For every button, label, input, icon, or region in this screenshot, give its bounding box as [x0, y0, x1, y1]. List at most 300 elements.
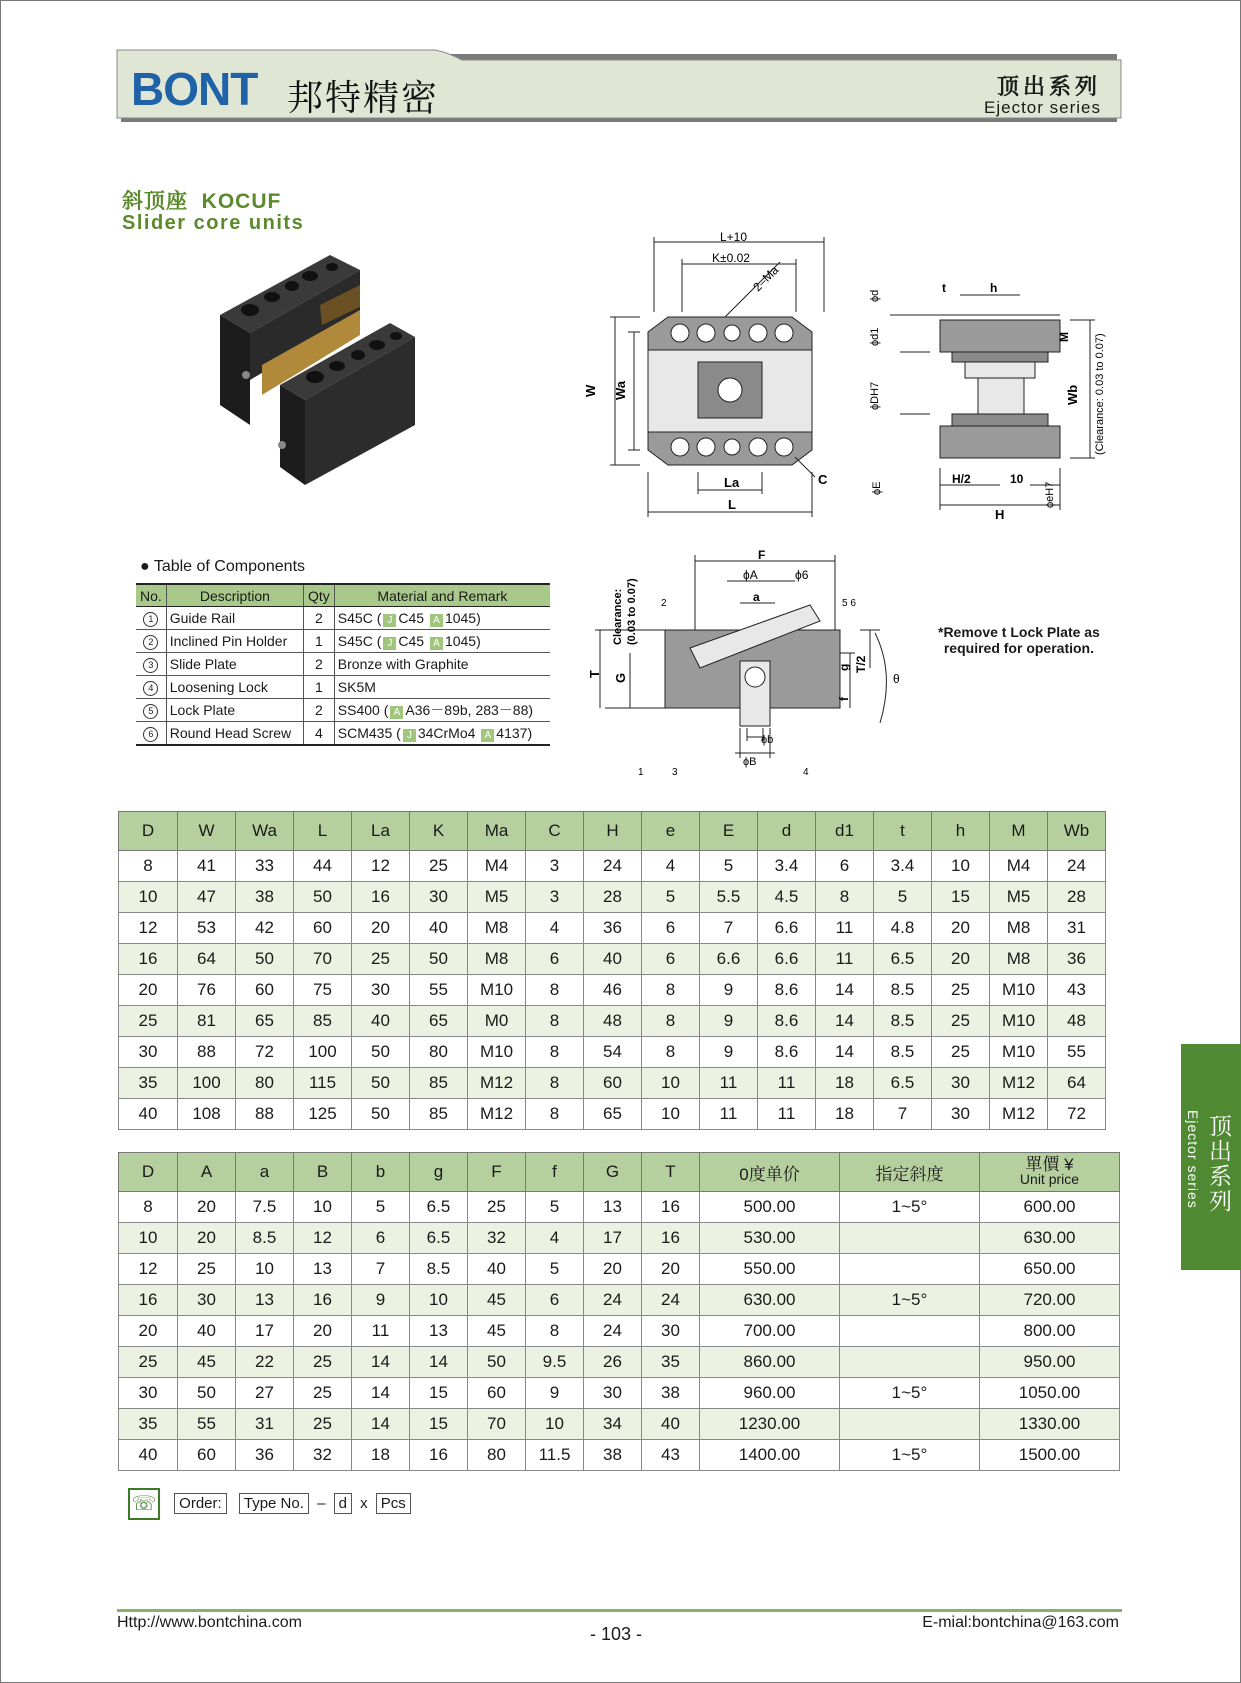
- t1-cell: M12: [990, 1068, 1048, 1099]
- t1-cell: 30: [410, 882, 468, 913]
- t1-header-d1: d1: [816, 812, 874, 851]
- series-title-cn: 顶出系列: [996, 74, 1101, 99]
- table1-row: [119, 1037, 1106, 1068]
- t1-cell: M4: [468, 851, 526, 882]
- comp-qty: 4: [304, 722, 335, 746]
- t2-cell: 500.00: [700, 1192, 840, 1223]
- t2-cell: 16: [294, 1285, 352, 1316]
- comp-material: SS400: [337, 702, 380, 718]
- t1-cell: 6.5: [874, 944, 932, 975]
- component-row: [136, 653, 550, 676]
- t1-cell: 16: [352, 882, 410, 913]
- component-row: [136, 699, 550, 722]
- t1-cell: 81: [178, 1006, 236, 1037]
- t1-cell: 6.6: [700, 944, 758, 975]
- t1-cell: 8: [526, 1037, 584, 1068]
- t1-cell: 9: [700, 975, 758, 1006]
- bont-logo: BONT: [131, 63, 258, 115]
- comp-material-cell: SCM435 ( J 34CrMo4 A 4137): [334, 722, 550, 746]
- t1-cell: 3: [526, 882, 584, 913]
- comp-no: [136, 676, 166, 699]
- t1-cell: 11: [700, 1099, 758, 1130]
- t1-cell: 60: [584, 1068, 642, 1099]
- dim-H: H: [995, 507, 1005, 522]
- table1-row: [119, 1006, 1106, 1037]
- t1-cell: 11: [758, 1068, 816, 1099]
- t1-cell: 11: [758, 1099, 816, 1130]
- t1-cell: 3: [526, 851, 584, 882]
- comp-paren: ): [476, 632, 481, 649]
- comp-no-circle: 6: [143, 727, 158, 742]
- t1-cell: 48: [584, 1006, 642, 1037]
- dim-g: g: [837, 663, 851, 671]
- col-no: No.: [136, 584, 166, 607]
- comp-material-cell: SS400 ( A A36－89b, 283－88): [334, 699, 550, 722]
- t1-cell: 75: [294, 975, 352, 1006]
- t1-cell: 16: [119, 944, 178, 975]
- dim-clearance-label: Clearance:: [612, 588, 624, 645]
- t2-cell: 10: [294, 1192, 352, 1223]
- dim-clearance-side: (Clearance: 0.03 to 0.07): [1094, 333, 1106, 455]
- t1-cell: 10: [932, 851, 990, 882]
- t2-cell: 20: [178, 1192, 236, 1223]
- order-pcs: Pcs: [376, 1493, 411, 1514]
- footer-url[interactable]: Http://www.bontchina.com: [117, 1614, 302, 1631]
- t1-cell: 8: [119, 851, 178, 882]
- footer-email[interactable]: E-mial:bontchina@163.com: [922, 1614, 1119, 1631]
- t1-header-la: La: [352, 812, 410, 851]
- t2-cell: 17: [236, 1316, 294, 1347]
- t2-cell: 25: [468, 1192, 526, 1223]
- order-x: x: [360, 1494, 368, 1512]
- table2-row: [119, 1440, 1120, 1471]
- t1-cell: 3.4: [874, 851, 932, 882]
- t2-cell: 1400.00: [700, 1440, 840, 1471]
- t2-cell: 16: [119, 1285, 178, 1316]
- t1-header-e: e: [642, 812, 700, 851]
- t2-cell: 720.00: [980, 1285, 1120, 1316]
- t2-cell: 50: [178, 1378, 236, 1409]
- comp-no: [136, 653, 166, 676]
- t2-cell: [840, 1223, 980, 1254]
- t1-cell: 41: [178, 851, 236, 882]
- dim-W: W: [583, 384, 598, 397]
- t2-cell: 5: [526, 1192, 584, 1223]
- t1-cell: 100: [178, 1068, 236, 1099]
- t2-cell: 25: [294, 1347, 352, 1378]
- t1-cell: M0: [468, 1006, 526, 1037]
- comp-material-cell: S45C ( J C45 A 1045): [334, 630, 550, 653]
- t1-cell: 76: [178, 975, 236, 1006]
- t2-cell: 22: [236, 1347, 294, 1378]
- t1-cell: 25: [410, 851, 468, 882]
- t1-cell: 55: [410, 975, 468, 1006]
- t2-cell: 950.00: [980, 1347, 1120, 1378]
- table1-row: [119, 851, 1106, 882]
- t2-cell: 60: [178, 1440, 236, 1471]
- jis-tag-icon: J: [383, 614, 396, 627]
- table1-row: [119, 944, 1106, 975]
- t1-cell: 30: [932, 1068, 990, 1099]
- t1-header-h: h: [932, 812, 990, 851]
- t1-cell: 80: [236, 1068, 294, 1099]
- t1-cell: 108: [178, 1099, 236, 1130]
- t2-cell: 15: [410, 1378, 468, 1409]
- t2-cell: 6.5: [410, 1223, 468, 1254]
- lock-plate-note: [938, 624, 1100, 656]
- t2-cell: 8: [526, 1316, 584, 1347]
- t1-cell: 85: [410, 1068, 468, 1099]
- t2-cell: 1330.00: [980, 1409, 1120, 1440]
- t2-cell: 35: [119, 1409, 178, 1440]
- t2-cell: 25: [119, 1347, 178, 1378]
- t2-cell: 13: [236, 1285, 294, 1316]
- t2-cell: 6: [352, 1223, 410, 1254]
- t1-cell: 4.8: [874, 913, 932, 944]
- callout-3: 3: [672, 767, 678, 778]
- t1-cell: 50: [352, 1068, 410, 1099]
- t2-cell: 80: [468, 1440, 526, 1471]
- dim-Wb: Wb: [1065, 384, 1080, 405]
- component-row: [136, 722, 550, 746]
- callout-56: 5 6: [842, 598, 856, 609]
- t2-cell: 20: [642, 1254, 700, 1285]
- t2-cell: 6: [526, 1285, 584, 1316]
- t2-cell: 1050.00: [980, 1378, 1120, 1409]
- t1-cell: 9: [700, 1006, 758, 1037]
- t2-cell: 6.5: [410, 1192, 468, 1223]
- t1-cell: 4: [642, 851, 700, 882]
- t2-header-10: 0度单价: [700, 1153, 840, 1192]
- comp-no: [136, 630, 166, 653]
- comp-desc: Inclined Pin Holder: [166, 630, 303, 653]
- product-photo: [210, 245, 450, 495]
- comp-jis: C45: [398, 632, 425, 649]
- t1-cell: 40: [584, 944, 642, 975]
- t1-cell: 40: [352, 1006, 410, 1037]
- dim-phiB: ϕB: [743, 756, 757, 768]
- t1-cell: 8.5: [874, 1037, 932, 1068]
- dim-t: t: [942, 281, 946, 295]
- table2-row: [119, 1409, 1120, 1440]
- t1-cell: M5: [468, 882, 526, 913]
- t2-cell: 27: [236, 1378, 294, 1409]
- t2-cell: 12: [119, 1254, 178, 1285]
- t1-cell: 8: [526, 1006, 584, 1037]
- side-tab: [1181, 1044, 1241, 1270]
- t1-header-wb: Wb: [1048, 812, 1106, 851]
- t2-cell: 20: [584, 1254, 642, 1285]
- comp-qty: 1: [304, 676, 335, 699]
- t2-cell: 25: [294, 1409, 352, 1440]
- t1-cell: M5: [990, 882, 1048, 913]
- comp-material: SCM435: [337, 724, 393, 741]
- aisi-tag-icon: A: [390, 706, 403, 719]
- top-view-drawing: [580, 232, 840, 522]
- t2-cell: 45: [178, 1347, 236, 1378]
- t2-cell: 5: [352, 1192, 410, 1223]
- order-dash: –: [317, 1494, 326, 1512]
- t1-cell: 8: [526, 1068, 584, 1099]
- t1-cell: 20: [352, 913, 410, 944]
- t1-cell: 28: [584, 882, 642, 913]
- t2-cell: 24: [642, 1285, 700, 1316]
- t1-cell: 8.6: [758, 975, 816, 1006]
- t2-cell: 20: [294, 1316, 352, 1347]
- section-drawing: [587, 543, 900, 783]
- t2-cell: 50: [468, 1347, 526, 1378]
- page-number: - 103 -: [590, 1624, 643, 1644]
- comp-qty: 2: [304, 607, 335, 630]
- t2-cell: 1~5°: [840, 1192, 980, 1223]
- t1-header-l: L: [294, 812, 352, 851]
- t1-cell: 9: [700, 1037, 758, 1068]
- components-title: ● Table of Components: [140, 558, 306, 575]
- t1-cell: 8: [642, 1037, 700, 1068]
- col-description: Description: [166, 584, 303, 607]
- t2-header-5: g: [410, 1153, 468, 1192]
- t2-header-11: 指定斜度: [840, 1153, 980, 1192]
- t2-cell: 45: [468, 1285, 526, 1316]
- table2-row: [119, 1285, 1120, 1316]
- t1-cell: 18: [816, 1099, 874, 1130]
- t2-cell: 17: [584, 1223, 642, 1254]
- comp-no: [136, 699, 166, 722]
- t1-cell: 8.6: [758, 1006, 816, 1037]
- t2-cell: 650.00: [980, 1254, 1120, 1285]
- comp-no-circle: 2: [143, 635, 158, 650]
- order-label: Order:: [174, 1493, 227, 1514]
- t2-header-0: D: [119, 1153, 178, 1192]
- t1-cell: 3.4: [758, 851, 816, 882]
- t1-cell: 6.6: [758, 944, 816, 975]
- t2-cell: 25: [294, 1378, 352, 1409]
- t1-cell: 44: [294, 851, 352, 882]
- t2-cell: 40: [468, 1254, 526, 1285]
- t1-cell: 20: [932, 944, 990, 975]
- t2-cell: 30: [119, 1378, 178, 1409]
- comp-material-cell: [334, 653, 550, 676]
- t2-cell: 9: [526, 1378, 584, 1409]
- comp-no: [136, 722, 166, 746]
- side-view-drawing: [870, 280, 1110, 525]
- t1-cell: M10: [468, 1037, 526, 1068]
- t1-cell: 36: [1048, 944, 1106, 975]
- table2-row: [119, 1347, 1120, 1378]
- t1-cell: 11: [816, 944, 874, 975]
- col-qty: Qty: [304, 584, 335, 607]
- dim-Wa: Wa: [613, 380, 628, 400]
- table1-row: [119, 1068, 1106, 1099]
- t1-cell: 31: [1048, 913, 1106, 944]
- t1-cell: 25: [932, 1037, 990, 1068]
- col-material: Material and Remark: [334, 584, 550, 607]
- t1-cell: 24: [584, 851, 642, 882]
- t1-cell: 40: [410, 913, 468, 944]
- t1-cell: 10: [642, 1099, 700, 1130]
- t1-cell: M12: [990, 1099, 1048, 1130]
- t1-cell: 65: [584, 1099, 642, 1130]
- table1-header-row: [119, 812, 1106, 851]
- table2-row: [119, 1378, 1120, 1409]
- order-type: Type No.: [239, 1493, 309, 1514]
- dim-phiA: ϕA: [743, 568, 758, 582]
- t2-cell: 43: [642, 1440, 700, 1471]
- t2-header-9: T: [642, 1153, 700, 1192]
- t2-cell: 530.00: [700, 1223, 840, 1254]
- t1-cell: M10: [990, 1037, 1048, 1068]
- t1-cell: 10: [642, 1068, 700, 1099]
- t1-cell: M10: [468, 975, 526, 1006]
- t2-cell: [840, 1254, 980, 1285]
- t1-cell: 33: [236, 851, 294, 882]
- t1-header-w: W: [178, 812, 236, 851]
- dim-T2: T/2: [854, 655, 868, 673]
- table1-row: [119, 882, 1106, 913]
- dim-M: M: [1057, 332, 1071, 342]
- t2-cell: 30: [178, 1285, 236, 1316]
- product-title-cn: 斜顶座: [122, 190, 188, 213]
- t1-cell: 60: [294, 913, 352, 944]
- comp-jis: 34CrMo4: [417, 724, 476, 741]
- table2-row: [119, 1316, 1120, 1347]
- t1-cell: 88: [236, 1099, 294, 1130]
- components-header-row: [136, 584, 550, 607]
- t2-cell: 10: [119, 1223, 178, 1254]
- t2-cell: 13: [410, 1316, 468, 1347]
- dim-clearance-range: (0.03 to 0.07): [626, 578, 638, 645]
- t2-cell: 9: [352, 1285, 410, 1316]
- t1-cell: 30: [932, 1099, 990, 1130]
- dim-phieH7: ϕeH7: [1044, 481, 1056, 508]
- t1-cell: 8: [526, 1099, 584, 1130]
- dim-G: G: [613, 672, 628, 683]
- t2-cell: 26: [584, 1347, 642, 1378]
- t2-cell: 14: [410, 1347, 468, 1378]
- t2-cell: 860.00: [700, 1347, 840, 1378]
- t1-cell: 7: [700, 913, 758, 944]
- comp-qty: 2: [304, 699, 335, 722]
- t1-cell: 50: [352, 1099, 410, 1130]
- t2-cell: 15: [410, 1409, 468, 1440]
- t1-cell: 8.6: [758, 1037, 816, 1068]
- t1-cell: 14: [816, 975, 874, 1006]
- t1-cell: 12: [119, 913, 178, 944]
- t2-cell: 38: [642, 1378, 700, 1409]
- t1-cell: 60: [236, 975, 294, 1006]
- t2-cell: 18: [352, 1440, 410, 1471]
- t1-cell: 42: [236, 913, 294, 944]
- t1-cell: 35: [119, 1068, 178, 1099]
- t2-cell: 11: [352, 1316, 410, 1347]
- comp-paren: ): [528, 702, 534, 718]
- dim-phiE: ϕE: [871, 481, 883, 495]
- t1-cell: 6.6: [758, 913, 816, 944]
- t2-cell: 14: [352, 1409, 410, 1440]
- dim-phid1: ϕd1: [869, 327, 881, 346]
- comp-material-cell: [334, 676, 550, 699]
- t2-cell: 31: [236, 1409, 294, 1440]
- t1-cell: 15: [932, 882, 990, 913]
- t1-cell: 38: [236, 882, 294, 913]
- t1-cell: 5: [700, 851, 758, 882]
- header-banner: [117, 50, 1123, 126]
- t2-cell: 40: [119, 1440, 178, 1471]
- components-table: [136, 583, 550, 746]
- dim-L: L: [728, 497, 736, 512]
- t1-cell: 50: [352, 1037, 410, 1068]
- t2-cell: 70: [468, 1409, 526, 1440]
- t2-header-8: G: [584, 1153, 642, 1192]
- t1-cell: 5: [642, 882, 700, 913]
- t2-cell: 10: [526, 1409, 584, 1440]
- table2-row: [119, 1192, 1120, 1223]
- t1-cell: M8: [468, 913, 526, 944]
- t1-cell: 14: [816, 1006, 874, 1037]
- price-header-en: Unit price: [1019, 1171, 1080, 1187]
- comp-paren: ): [476, 609, 481, 626]
- t1-cell: 54: [584, 1037, 642, 1068]
- t2-cell: 1~5°: [840, 1440, 980, 1471]
- t1-cell: 18: [816, 1068, 874, 1099]
- t1-header-k: K: [410, 812, 468, 851]
- comp-paren: ): [527, 724, 533, 741]
- t2-cell: 1~5°: [840, 1378, 980, 1409]
- t1-cell: 24: [1048, 851, 1106, 882]
- t1-cell: 4.5: [758, 882, 816, 913]
- t1-cell: 30: [352, 975, 410, 1006]
- t2-cell: 1230.00: [700, 1409, 840, 1440]
- t2-cell: 4: [526, 1223, 584, 1254]
- comp-no: [136, 607, 166, 630]
- t2-cell: 8: [119, 1192, 178, 1223]
- t2-cell: 30: [642, 1316, 700, 1347]
- t2-cell: 7: [352, 1254, 410, 1285]
- t1-cell: 11: [816, 913, 874, 944]
- aisi-tag-icon: A: [481, 729, 494, 742]
- t1-cell: 8: [816, 882, 874, 913]
- dim-ten: 10: [1010, 472, 1024, 486]
- t1-cell: 50: [236, 944, 294, 975]
- t1-cell: 50: [410, 944, 468, 975]
- order-d: d: [334, 1493, 352, 1514]
- t2-cell: 35: [642, 1347, 700, 1378]
- t1-cell: 14: [816, 1037, 874, 1068]
- comp-jis: C45: [398, 609, 425, 626]
- t1-cell: 48: [1048, 1006, 1106, 1037]
- t1-header-ma: Ma: [468, 812, 526, 851]
- comp-material-cell: S45C ( J C45 A 1045): [334, 607, 550, 630]
- t1-cell: 64: [178, 944, 236, 975]
- t2-cell: 14: [352, 1378, 410, 1409]
- t1-cell: 25: [932, 975, 990, 1006]
- dim-theta: θ: [893, 672, 900, 686]
- note-line-2: required for operation.: [943, 640, 1094, 656]
- t1-cell: 80: [410, 1037, 468, 1068]
- dim-H2: H/2: [952, 472, 971, 486]
- table1-row: [119, 1099, 1106, 1130]
- t2-cell: 30: [584, 1378, 642, 1409]
- table1-row: [119, 975, 1106, 1006]
- t1-cell: 55: [1048, 1037, 1106, 1068]
- t2-cell: 960.00: [700, 1378, 840, 1409]
- t1-cell: 6.5: [874, 1068, 932, 1099]
- t2-cell: 25: [178, 1254, 236, 1285]
- t2-cell: 1500.00: [980, 1440, 1120, 1471]
- t1-cell: 6: [816, 851, 874, 882]
- dim-K: K±0.02: [712, 251, 750, 265]
- t2-cell: 16: [642, 1192, 700, 1223]
